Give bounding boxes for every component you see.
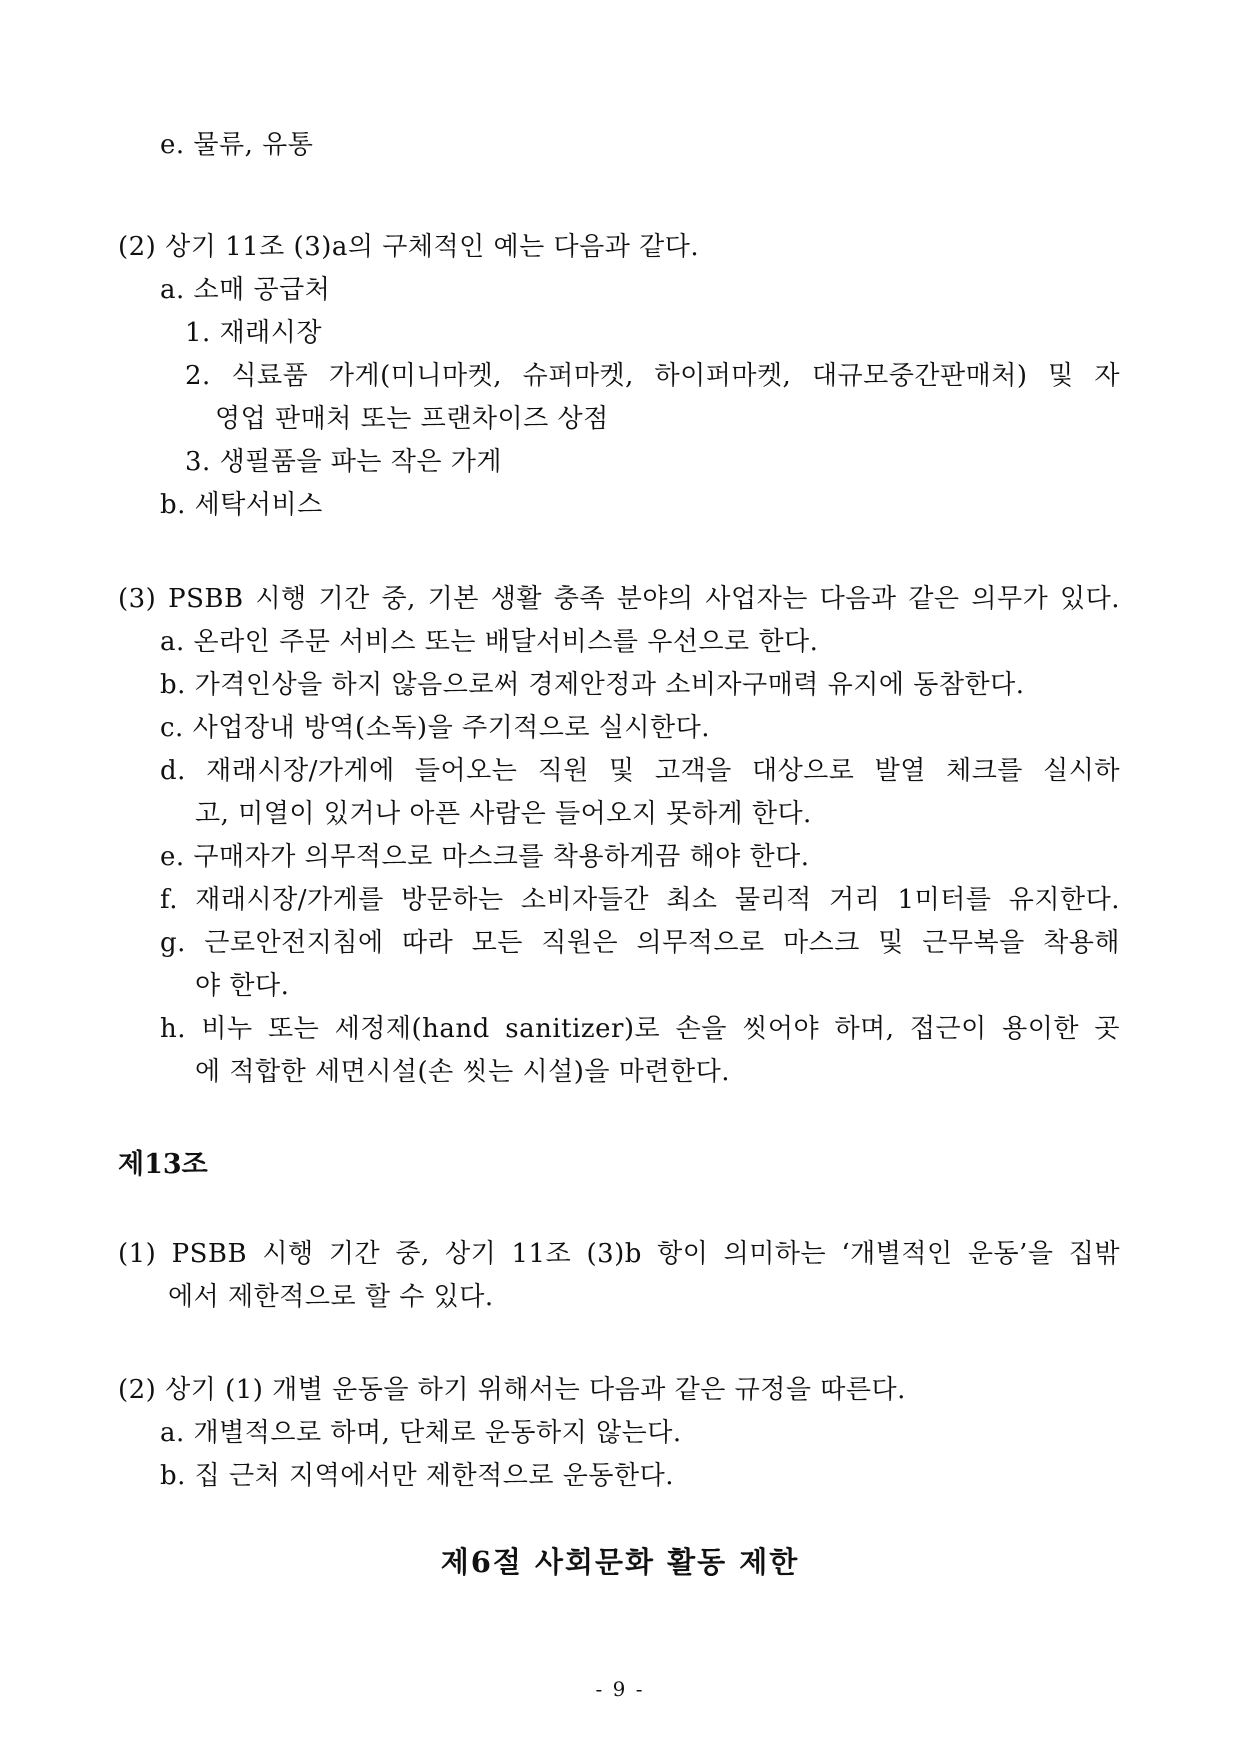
text-line: g. 근로안전지침에 따라 모든 직원은 의무적으로 마스크 및 근무복을 착용해 [160,928,1120,958]
page-number: - 9 - [595,1677,645,1701]
text-line: b. 세탁서비스 [160,490,323,520]
text-line: a. 온라인 주문 서비스 또는 배달서비스를 우선으로 한다. [160,627,819,657]
text-line: 3. 생필품을 파는 작은 가게 [185,447,503,477]
text-line: (3) PSBB 시행 기간 중, 기본 생활 충족 분야의 사업자는 다음과 같은 의무가 있다. [118,584,1120,614]
text-line: h. 비누 또는 세정제(hand sanitizer)로 손을 씻어야 하며, 접근이 용이한 곳 [160,1014,1120,1044]
text-line: b. 가격인상을 하지 않음으로써 경제안정과 소비자구매력 유지에 동참한다. [160,670,1025,700]
text-line: (2) 상기 11조 (3)a의 구체적인 예는 다음과 같다. [118,232,700,262]
text-line: b. 집 근처 지역에서만 제한적으로 운동한다. [160,1461,674,1491]
section-title: 제6절 사회문화 활동 제한 [440,1545,800,1579]
text-line: d. 재래시장/가게에 들어오는 직원 및 고객을 대상으로 발열 체크를 실시하 [160,756,1120,786]
text-line: 고, 미열이 있거나 아픈 사람은 들어오지 못하게 한다. [195,799,812,829]
text-line: 영업 판매처 또는 프랜차이즈 상점 [215,404,609,434]
text-line: 에서 제한적으로 할 수 있다. [168,1282,494,1312]
text-line: 2. 식료품 가게(미니마켓, 슈퍼마켓, 하이퍼마켓, 대규모중간판매처) 및 자 [185,361,1120,391]
text-line: a. 개별적으로 하며, 단체로 운동하지 않는다. [160,1418,682,1448]
text-line: c. 사업장내 방역(소독)을 주기적으로 실시한다. [160,713,711,743]
text-line: a. 소매 공급처 [160,275,331,305]
text-line: (2) 상기 (1) 개별 운동을 하기 위해서는 다음과 같은 규정을 따른다. [118,1375,906,1405]
text-line: e. 물류, 유통 [160,130,314,160]
text-line: e. 구매자가 의무적으로 마스크를 착용하게끔 해야 한다. [160,842,810,872]
text-line: 1. 재래시장 [185,318,323,348]
text-line: 야 한다. [195,971,290,1001]
text-line: (1) PSBB 시행 기간 중, 상기 11조 (3)b 항이 의미하는 ‘개별적인 운동’을 집밖 [118,1239,1120,1269]
text-line: f. 재래시장/가게를 방문하는 소비자들간 최소 물리적 거리 1미터를 유지한다. [160,885,1120,915]
text-line: 에 적합한 세면시설(손 씻는 시설)을 마련한다. [195,1057,730,1087]
article-heading: 제13조 [118,1149,208,1180]
